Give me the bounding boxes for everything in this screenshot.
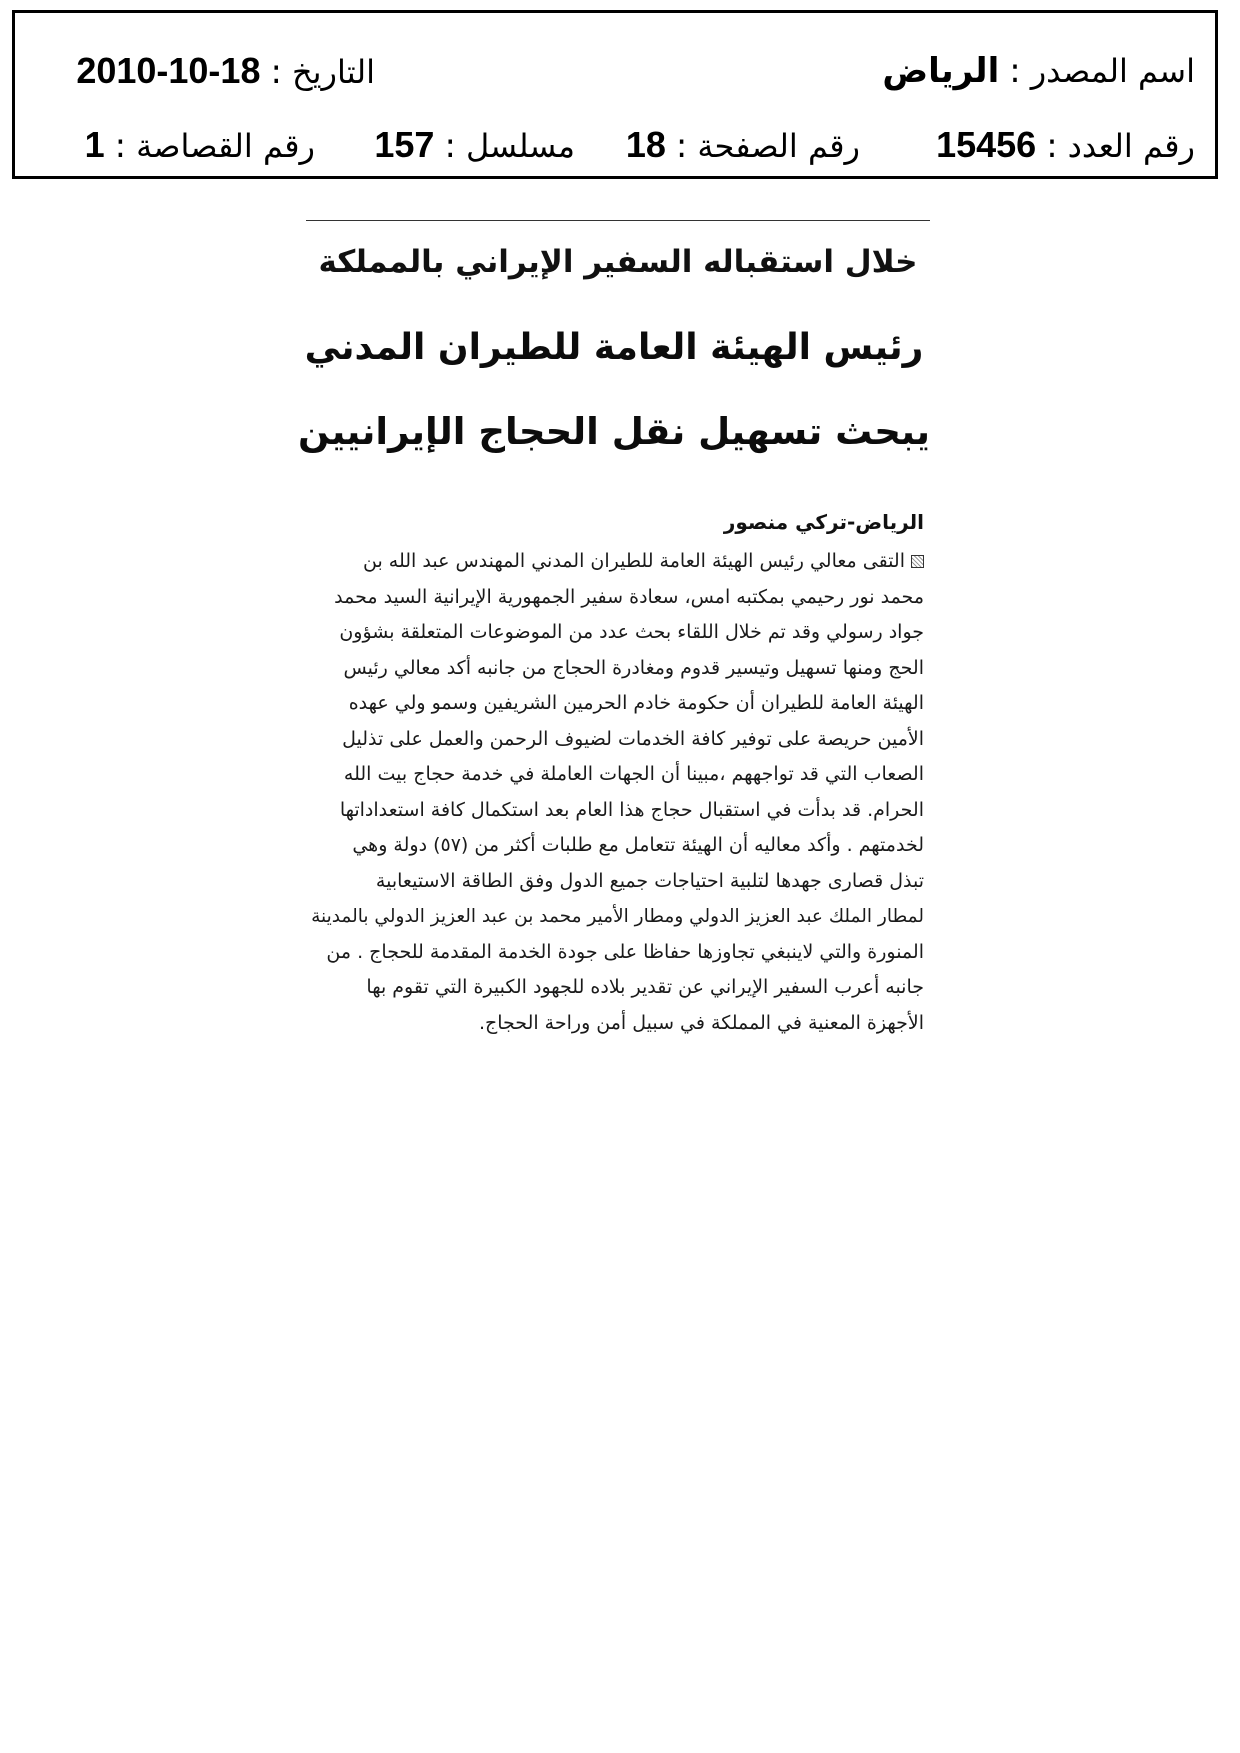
serial-separator: :	[444, 126, 456, 166]
date-value: 2010-10-18	[76, 50, 261, 91]
body-line: الحج ومنها تسهيل وتيسير قدوم ومغادرة الحجاج من جانبه أكد معالي رئيس	[343, 656, 924, 679]
clip-number-value: 1	[84, 124, 105, 165]
article-top-rule	[306, 220, 930, 221]
article-body	[300, 544, 924, 1041]
body-line: الهيئة العامة للطيران أن حكومة خادم الحرمين الشريفين وسمو ولي عهده	[348, 692, 924, 714]
body-line: لمطار الملك عبد العزيز الدولي ومطار الأمير محمد بن عبد العزيز الدولي بالمدينة	[311, 906, 924, 927]
serial-field	[374, 125, 575, 166]
page-number-label: رقم الصفحة	[697, 127, 860, 165]
headline-line: يبحث تسهيل نقل الحجاج الإيرانيين	[298, 410, 930, 453]
body-line: المنورة والتي لاينبغي تجاوزها حفاظا على جودة الخدمة المقدمة للحجاج . من	[326, 940, 924, 963]
source-separator: :	[1009, 51, 1021, 91]
clip-number-separator: :	[114, 126, 127, 166]
body-line-first	[300, 544, 924, 580]
date-separator: :	[270, 52, 282, 92]
article-byline: الرياض-تركي منصور	[723, 510, 924, 534]
headline-line: رئيس الهيئة العامة للطيران المدني	[304, 327, 924, 368]
bullet-square-icon	[911, 555, 924, 568]
source-label: اسم المصدر	[1030, 52, 1195, 90]
body-line: الأمين حريصة على توفير كافة الخدمات لضيوف الرحمن والعمل على تذليل	[342, 727, 924, 750]
body-line: الحرام. قد بدأت في استقبال حجاج هذا العام بعد استكمال كافة استعداداتها	[339, 798, 924, 821]
body-line: تبذل قصارى جهدها لتلبية احتياجات جميع الدول وفق الطاقة الاستيعابية	[375, 869, 924, 892]
article-headline	[298, 306, 930, 474]
issue-number-separator: :	[1046, 126, 1058, 166]
source-field	[882, 51, 1195, 91]
body-line: لخدمتهم . وأكد معاليه أن الهيئة تتعامل مع طلبات أكثر من (٥٧) دولة وهي	[352, 834, 924, 856]
article-kicker: خلال استقباله السفير الإيراني بالمملكة	[318, 244, 918, 280]
date-label: التاريخ	[291, 53, 375, 91]
body-line-text: التقى معالي رئيس الهيئة العامة للطيران المدني المهندس عبد الله بن	[362, 550, 905, 572]
date-field	[76, 51, 375, 92]
issue-number-label: رقم العدد	[1067, 127, 1195, 165]
page-number-separator: :	[675, 126, 688, 166]
body-line: جواد رسولي وقد تم خلال اللقاء بحث عدد من الموضوعات المتعلقة بشؤون	[339, 621, 924, 643]
page-number-value: 18	[625, 124, 666, 165]
body-line: الصعاب التي قد تواجههم ،مبينا أن الجهات العاملة في خدمة حجاج بيت الله	[343, 763, 924, 785]
body-line-last: الأجهزة المعنية في المملكة في سبيل أمن وراحة الحجاج.	[478, 1011, 924, 1034]
serial-label: مسلسل	[465, 127, 575, 165]
clip-number-label: رقم القصاصة	[136, 127, 315, 165]
issue-number-field	[936, 125, 1195, 166]
serial-value: 157	[374, 124, 435, 165]
body-line: محمد نور رحيمي بمكتبه امس، سعادة سفير الجمهورية الإيرانية السيد محمد	[334, 585, 924, 608]
body-line: جانبه أعرب السفير الإيراني عن تقدير بلاده للجهود الكبيرة التي تقوم بها	[366, 976, 924, 998]
clip-number-field	[85, 125, 315, 166]
page-number-field	[626, 125, 860, 166]
issue-number-value: 15456	[936, 124, 1037, 165]
source-value: الرياض	[882, 51, 1000, 91]
clipping-metadata-box	[12, 10, 1218, 179]
